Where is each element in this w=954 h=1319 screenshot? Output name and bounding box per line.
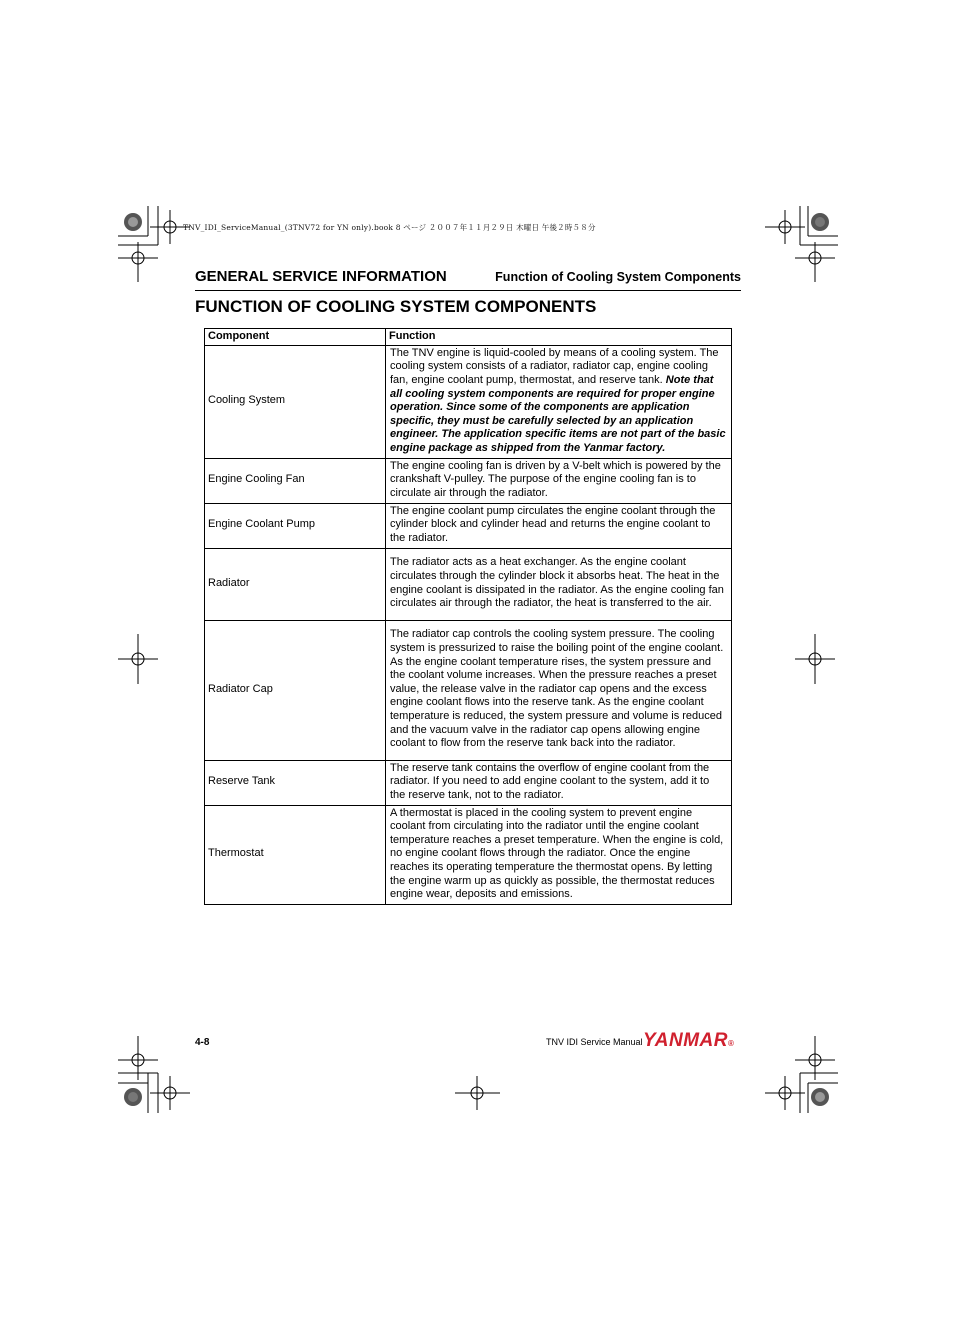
function-cell: The engine coolant pump circulates the engine coolant through the cylinder block and cylinder head and returns the engine coolant to the radiator. [386,503,732,548]
component-cell: Engine Cooling Fan [205,458,386,503]
function-cell: The reserve tank contains the overflow of engine coolant from the radiator. If you need to add engine coolant to the system, add it to the reserve tank, not to the radiator. [386,760,732,805]
function-cell: A thermostat is placed in the cooling system to prevent engine coolant from circulating into the radiator until the engine coolant temperature reaches a preset temperature. When the engine is cold, no engine coolant flows through the radiator. Once the engine reaches its operating temperature the thermostat opens. By letting the engine warm up as quickly as possible, the thermostat reduces engine wear, deposits and emissions. [386,805,732,904]
function-cell: The engine cooling fan is driven by a V-belt which is powered by the crankshaft V-pulley. The purpose of the engine cooling fan is to circulate air through the radiator. [386,458,732,503]
component-cell: Engine Coolant Pump [205,503,386,548]
component-cell: Radiator [205,548,386,620]
table-row [205,458,732,503]
table-row [205,620,732,760]
table-row [205,345,732,458]
table-row [205,805,732,904]
function-cell: The radiator cap controls the cooling system pressure. The cooling system is pressurized to raise the boiling point of the engine coolant. As the engine coolant temperature rises, the system pressure and the coolant volume increases. When the pressure reaches a preset value, the release valve in the radiator cap opens and the excess engine coolant flows into the reserve tank. As the engine coolant temperature is reduced, the system pressure and volume is reduced and the vacuum valve in the radiator cap opens allowing engine coolant to flow from the reserve tank back into the radiator. [386,620,732,760]
table-row [205,760,732,805]
section-title: GENERAL SERVICE INFORMATION [195,268,447,285]
manual-title: TNV IDI Service Manual [546,1037,643,1047]
components-table [204,328,732,905]
column-header-function: Function [386,329,732,346]
column-header-component: Component [205,329,386,346]
table-header-row [205,329,732,346]
registered-mark: ® [727,1039,735,1048]
topic-title: Function of Cooling System Components [495,270,741,284]
running-header [195,268,741,291]
print-slug: TNV_IDI_ServiceManual_(3TNV72 for YN only).book 8 ページ ２００７年１１月２９日 木曜日 午後２時５８分 [183,223,596,232]
table-row [205,503,732,548]
yanmar-logo [643,1030,734,1052]
function-note: Note that all cooling system components are required for proper engine operation. Since some of the components are application specific, they must be carefully selected by an application engineer. The application specific items are not part of the basic engine package as shipped from the Yanmar factory. [390,373,726,454]
component-cell: Radiator Cap [205,620,386,760]
function-cell: The radiator acts as a heat exchanger. As the engine coolant circulates through the cylinder block it absorbs heat. The heat in the engine coolant is dissipated in the radiator. As the engine cooling fan circulates air through the radiator, the heat is transferred to the air. [386,548,732,620]
page-title: FUNCTION OF COOLING SYSTEM COMPONENTS [195,297,597,316]
component-cell: Thermostat [205,805,386,904]
page-number: 4-8 [195,1037,210,1048]
brand-name: YANMAR [643,1030,728,1051]
function-cell [386,345,732,458]
table-row [205,548,732,620]
function-text: The TNV engine is liquid-cooled by means of a cooling system. The cooling system consists of a radiator, radiator cap, engine cooling fan, engine coolant pump, thermostat, and reserve tank. [390,346,719,386]
component-cell: Reserve Tank [205,760,386,805]
component-cell: Cooling System [205,345,386,458]
